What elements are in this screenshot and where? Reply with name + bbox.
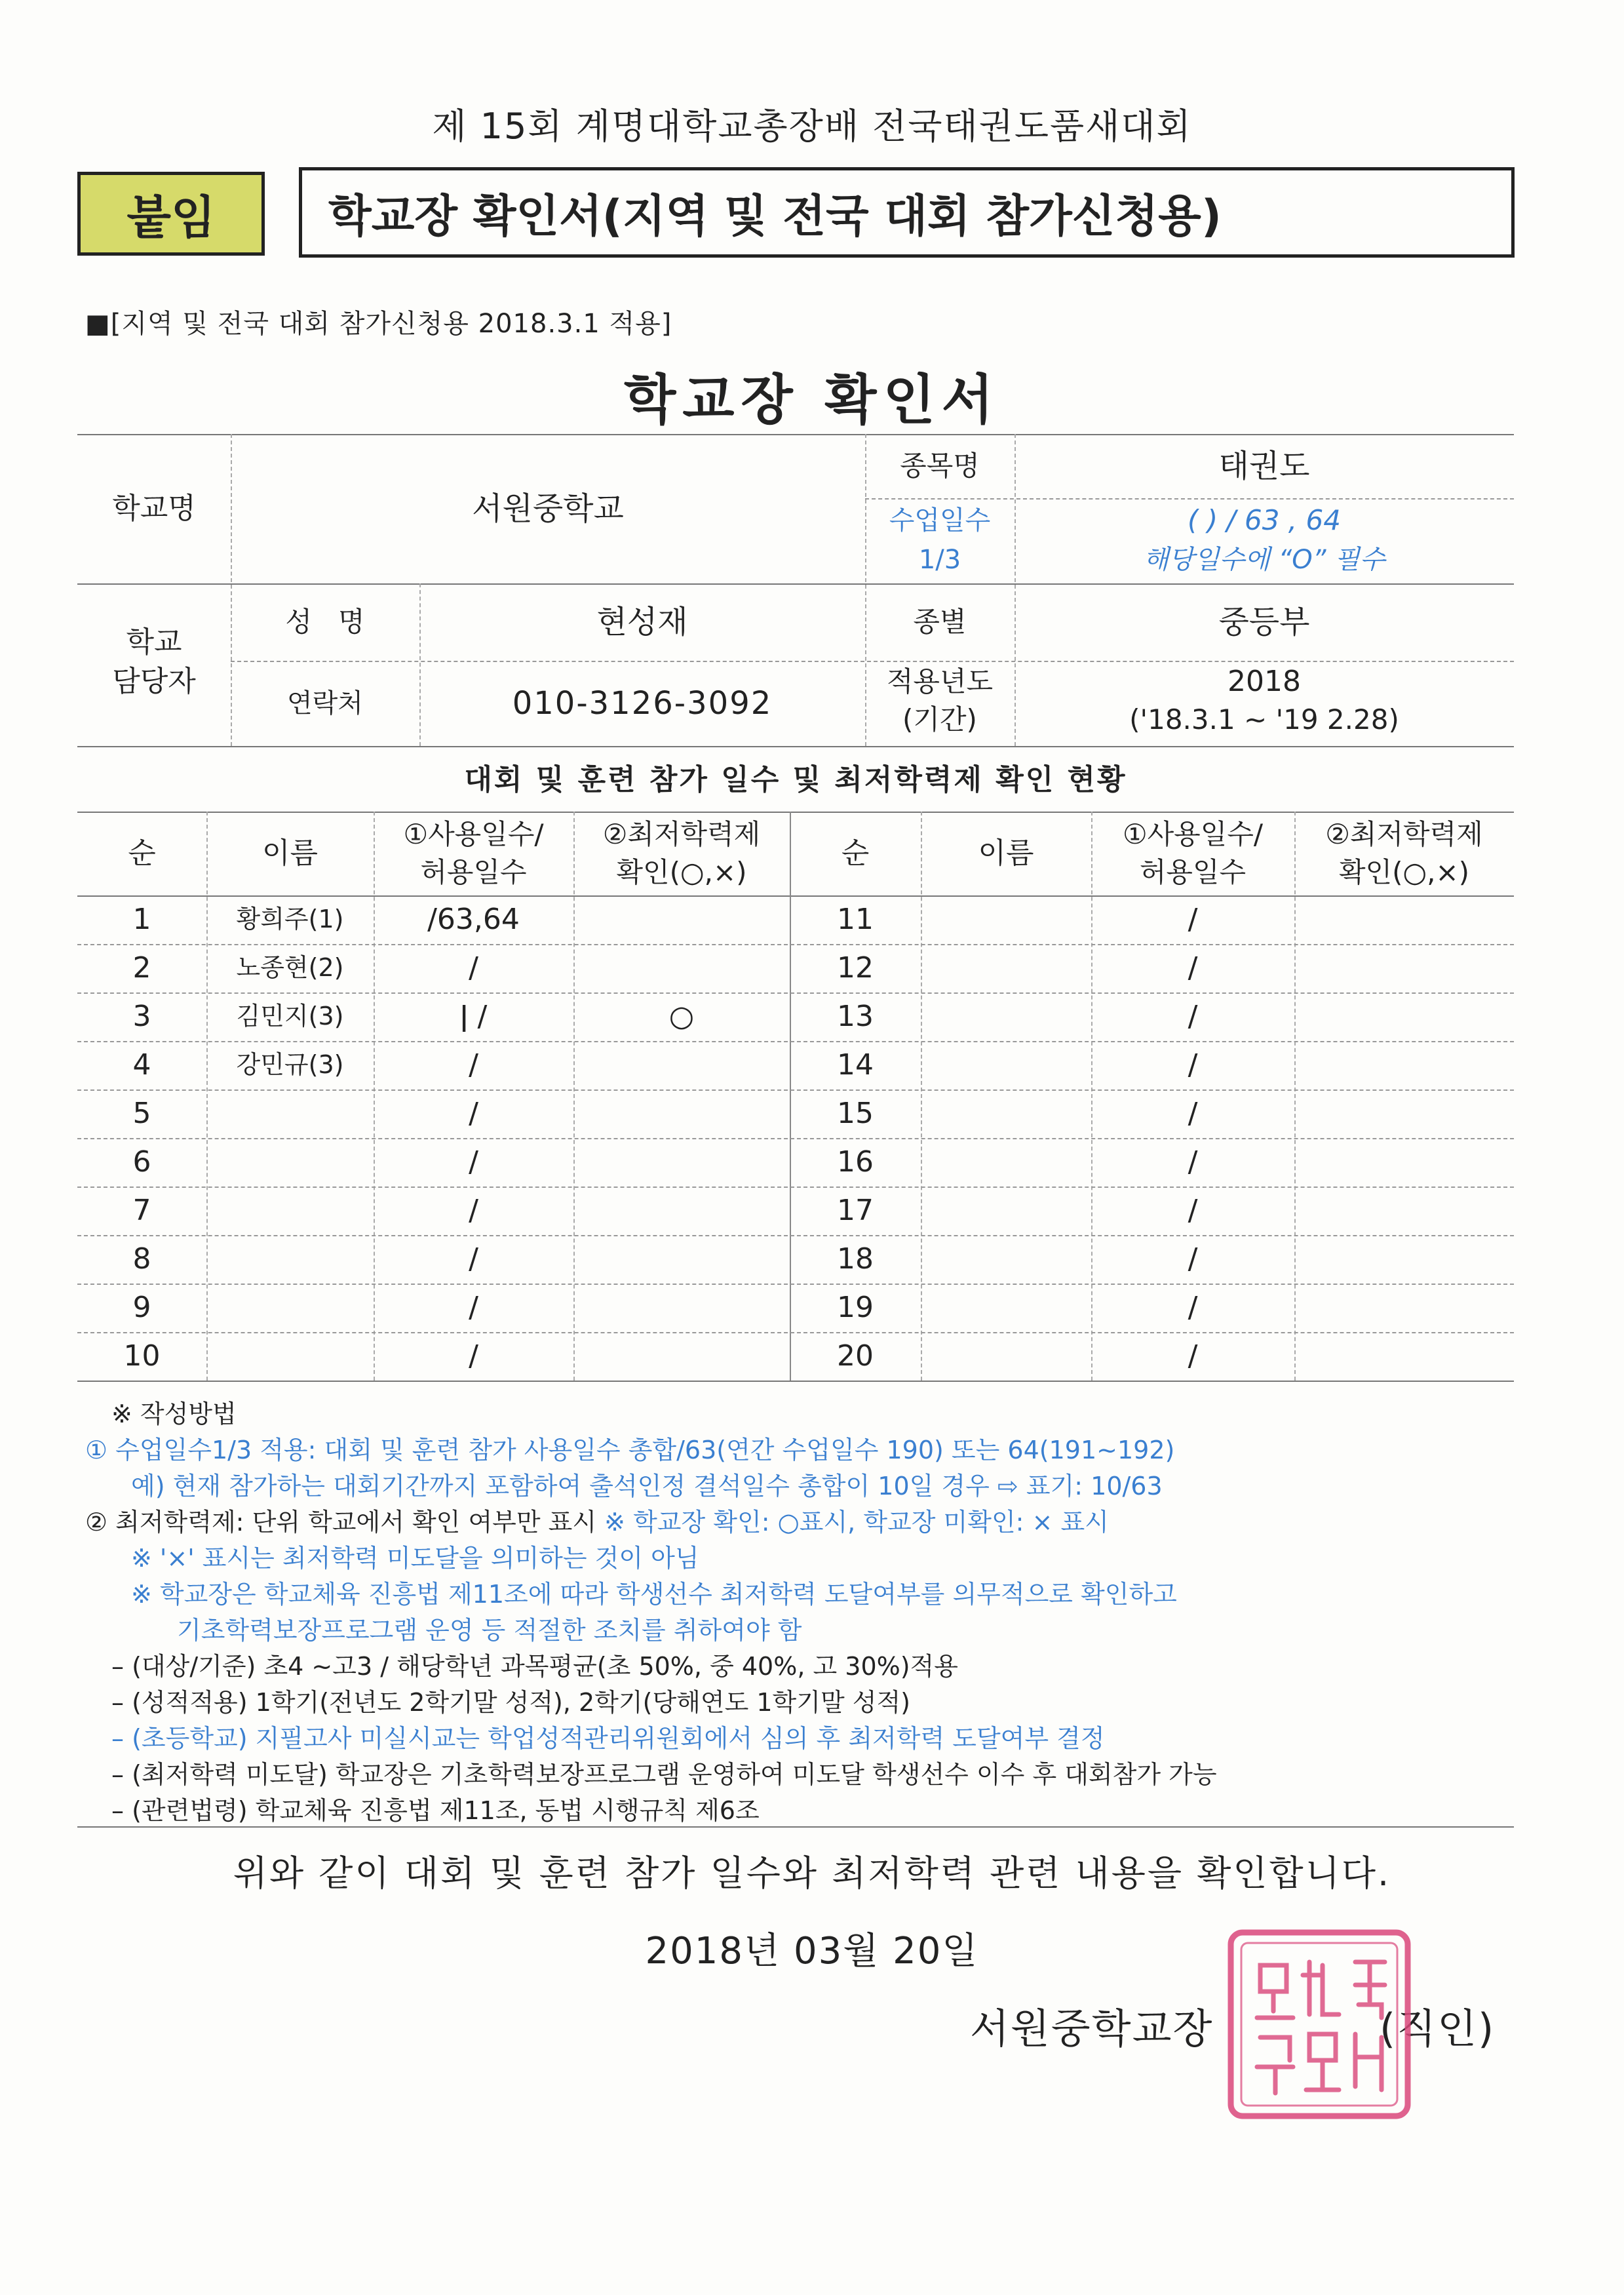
method-line-text: 기초학력보장프로그램 운영 등 적절한 조치를 취하여야 함 [177,1616,802,1645]
row-no: 14 [837,1048,874,1082]
row-name [921,1332,1091,1381]
row-divider [77,1284,1514,1285]
header-days-sub-right: 허용일수 [1139,855,1247,888]
row-name [206,1187,374,1235]
row-no: 7 [132,1194,151,1228]
attachment-badge: 붙임 [77,172,265,256]
class-days-label: 수업일수 [889,505,991,536]
row-check [1294,1332,1514,1381]
method-line-text: – (최저학력 미도달) 학교장은 기초학력보장프로그램 운영하여 미도달 학생선수 이수 후 대회참가 가능 [111,1760,1217,1789]
method-line-text: 예) 현재 참가하는 대회기간까지 포함하여 출석인정 결석일수 총합이 10일 경우 ⇨ 표기: 10/63 [131,1472,1163,1501]
school-name: 서원중학교 [472,490,624,527]
method-line [85,1468,1547,1504]
table-bottom-border [77,1381,1514,1382]
document-title: 학교장 확인서 [624,369,1000,431]
row-days: / [469,1291,478,1325]
staff-name: 현성재 [596,603,688,640]
header-no-right: 순 [841,836,870,871]
row-check [1294,895,1514,944]
method-line [85,1504,1547,1540]
method-line-text: – (대상/기준) 초4 ~고3 / 해당학년 과목평균(초 50%, 중 40%, 고 30%)적용 [111,1652,958,1681]
row-no: 5 [132,1097,151,1131]
row-divider [77,1332,1514,1333]
row-name [921,1284,1091,1332]
method-line-text: ② 최저학력제: 단위 학교에서 확인 여부만 표시 [85,1508,597,1537]
row-check [573,1332,790,1381]
header-check: ②최저학력제 [602,817,761,850]
row-days: / [469,1339,478,1373]
row-check [573,1284,790,1332]
row-check [1294,1041,1514,1089]
row-divider [77,992,1514,994]
row-check: ○ [668,1000,695,1034]
division-label: 종별 [913,605,967,638]
row-name [206,1284,374,1332]
info-bottom-border [77,746,1514,747]
class-days-note: 해당일수에 “O” 필수 [1143,545,1385,575]
row-check [1294,992,1514,1041]
method-lines [85,1432,1547,1829]
row-name [206,1138,374,1187]
row-name [921,992,1091,1041]
row-check [1294,1138,1514,1187]
row-no: 6 [132,1145,151,1179]
row-days: / [1188,1097,1198,1131]
row-name: 강민규(3) [236,1050,344,1080]
row-no: 18 [837,1242,874,1276]
row-name [921,1187,1091,1235]
method-line-text: – (관련법령) 학교체육 진흥법 제11조, 동법 시행규칙 제6조 [111,1796,760,1825]
header-check-sub-right: 확인(○,×) [1338,855,1470,888]
info-divider [865,498,1514,500]
class-days-value: ( ) / 63 , 64 [1188,503,1341,536]
row-name [206,1332,374,1381]
row-no: 20 [837,1339,874,1373]
row-divider [77,1089,1514,1091]
row-no: 1 [132,903,151,937]
method-line-text: – (초등학교) 지필고사 미실시교는 학업성적관리위원회에서 심의 후 최저학력 도달여부 결정 [111,1724,1105,1753]
row-days: / [1188,1048,1198,1082]
row-no: 19 [837,1291,874,1325]
row-check [573,895,790,944]
school-seal-stamp [1224,1926,1414,2123]
method-line [85,1793,1547,1829]
header-days: ①사용일수/ [403,817,544,850]
staff-label: 학교 [126,625,182,659]
method-line [85,1685,1547,1721]
row-days: / [1188,1194,1198,1228]
header-name: 이름 [261,836,318,871]
row-days: / [469,951,478,985]
row-no: 17 [837,1194,874,1228]
method-heading: ※ 작성방법 [111,1400,237,1428]
header-name-right: 이름 [978,836,1034,871]
principal-title: 서원중학교장 [970,2005,1214,2052]
writing-method [85,1396,1547,1829]
sport-value: 태권도 [1218,447,1310,484]
row-no: 8 [132,1242,151,1276]
row-name [921,1235,1091,1284]
row-check [573,1187,790,1235]
row-days: / [1188,903,1198,937]
class-days-fraction: 1/3 [918,545,961,575]
school-name-label: 학교명 [112,492,196,526]
row-divider [77,1235,1514,1236]
year-label: 적용년도 [886,665,994,697]
row-days: / [1188,1000,1198,1034]
row-no: 2 [132,951,151,985]
row-check [573,1235,790,1284]
row-name [921,1089,1091,1138]
row-divider [77,1041,1514,1042]
contact-value: 010-3126-3092 [512,684,773,722]
header-no: 순 [128,836,156,871]
method-line [85,1649,1547,1685]
name-label: 성 명 [285,605,365,638]
method-line-text: ① 수업일수1/3 적용: 대회 및 훈련 참가 사용일수 총합/63(연간 수업일수 190) 또는 64(191~192) [85,1436,1175,1464]
row-days: / [469,1145,478,1179]
seal-label: (직인) [1380,2005,1496,2052]
row-check [573,1041,790,1089]
row-name: 노종현(2) [236,953,344,983]
row-check [1294,1284,1514,1332]
method-line [85,1577,1547,1613]
method-line-text: ※ 학교장은 학교체육 진흥법 제11조에 따라 학생선수 최저학력 도달여부를 의무적으로 확인하고 [131,1580,1177,1609]
event-title: 제 15회 계명대학교총장배 전국태권도품새대회 [432,106,1192,147]
row-days: / [469,1194,478,1228]
method-line-text: – (성적적용) 1학기(전년도 2학기말 성적), 2학기(당해연도 1학기말 성적) [111,1688,910,1717]
row-days: / [1188,1291,1198,1325]
row-days: ǀ / [459,1000,488,1034]
row-name [206,1235,374,1284]
row-no: 15 [837,1097,874,1131]
method-line-suffix: ※ 학교장 확인: ○표시, 학교장 미확인: × 표시 [596,1508,1109,1537]
row-no: 3 [132,1000,151,1034]
row-no: 13 [837,1000,874,1034]
contact-label: 연락처 [287,688,363,718]
row-name: 김민지(3) [236,1002,344,1031]
row-days: / [1188,1242,1198,1276]
method-line-text: ※ '×' 표시는 최저학력 미도달을 의미하는 것이 아님 [131,1544,699,1573]
confirmation-date: 2018년 03월 20일 [645,1930,979,1972]
method-line [85,1721,1547,1757]
row-days: / [1188,951,1198,985]
row-check [573,1089,790,1138]
note-line: ■[지역 및 전국 대회 참가신청용 2018.3.1 적용] [85,309,672,339]
row-check [1294,1089,1514,1138]
row-days: / [469,1048,478,1082]
year-period-label: (기간) [902,703,977,736]
row-no: 16 [837,1145,874,1179]
sport-label: 종목명 [900,449,980,482]
row-no: 12 [837,951,874,985]
row-divider [77,1187,1514,1188]
row-no: 10 [123,1339,161,1373]
division-value: 중등부 [1218,603,1310,640]
header-check-sub: 확인(○,×) [616,855,747,888]
staff-label-2: 담당자 [112,665,196,699]
row-no: 11 [837,903,874,937]
method-bottom-border [77,1826,1514,1828]
row-no: 9 [132,1291,151,1325]
row-days: /63,64 [427,903,520,937]
confirmation-sentence: 위와 같이 대회 및 훈련 참가 일수와 최저학력 관련 내용을 확인합니다. [233,1853,1391,1894]
row-check [1294,944,1514,992]
row-no: 4 [132,1048,151,1082]
row-name [921,1041,1091,1089]
header-days-right: ①사용일수/ [1122,817,1264,850]
row-divider [77,1138,1514,1139]
row-name [921,1138,1091,1187]
header-check-right: ②최저학력제 [1325,817,1483,850]
method-line [85,1613,1547,1649]
row-check [573,944,790,992]
method-line [85,1432,1547,1468]
row-name: 황희주(1) [236,905,344,934]
row-name [921,895,1091,944]
row-divider [77,944,1514,945]
header-box-title: 학교장 확인서(지역 및 전국 대회 참가신청용) [299,167,1515,258]
row-days: / [469,1242,478,1276]
row-check [1294,1187,1514,1235]
year-value: 2018 [1228,665,1301,699]
row-check [573,1138,790,1187]
header-days-sub: 허용일수 [420,855,527,888]
year-period: ('18.3.1 ~ '19 2.28) [1129,703,1399,736]
row-days: / [1188,1145,1198,1179]
row-name [921,944,1091,992]
row-check [1294,1235,1514,1284]
table-title: 대회 및 훈련 참가 일수 및 최저학력제 확인 현황 [464,763,1127,797]
method-line [85,1540,1547,1577]
method-line [85,1757,1547,1793]
row-days: / [1188,1339,1198,1373]
row-days: / [469,1097,478,1131]
row-name [206,1089,374,1138]
